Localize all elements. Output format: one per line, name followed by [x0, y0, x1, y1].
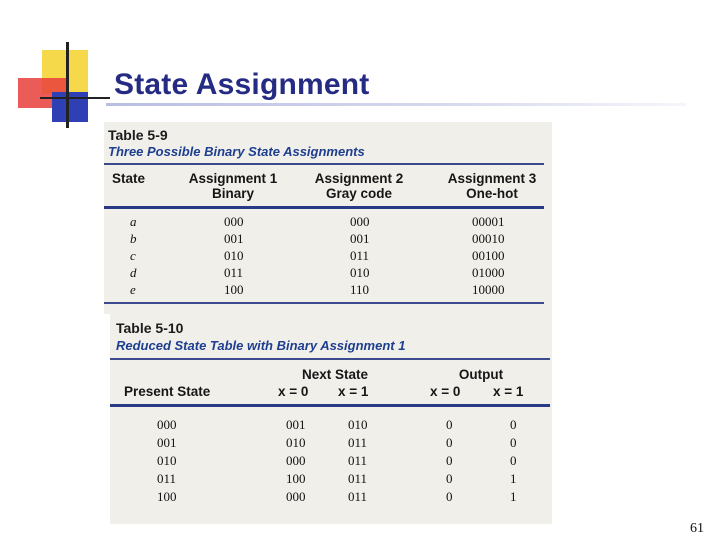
table-cell: 001 — [350, 231, 370, 246]
header-next-x1: x = 1 — [338, 384, 369, 399]
table-cell: 0 — [446, 453, 453, 468]
table-cell: 0 — [510, 435, 517, 450]
table-cell: 010 — [348, 417, 368, 432]
table-cell: b — [130, 231, 137, 246]
table-5-10-image — [110, 314, 552, 524]
table-cell: 010 — [350, 265, 370, 280]
table-cell: 001 — [224, 231, 244, 246]
table-cell: 01000 — [472, 265, 505, 280]
header-next-state: Next State — [301, 367, 369, 382]
caption-rule — [104, 163, 544, 165]
header-state: State — [112, 171, 146, 186]
table-cell: 010 — [286, 435, 306, 450]
header-next-x0: x = 0 — [278, 384, 309, 399]
table-cell: 011 — [224, 265, 244, 280]
table-cell: 010 — [157, 453, 177, 468]
table-cell: 0 — [446, 489, 453, 504]
slide-title: State Assignment — [114, 68, 370, 101]
table-cell: 000 — [286, 489, 306, 504]
table-cell: 10000 — [472, 282, 505, 297]
table-5-9-image — [104, 122, 552, 314]
table-cell: e — [130, 282, 136, 297]
table-cell: 010 — [224, 248, 244, 263]
table-cell: 0 — [446, 471, 453, 486]
slide-logo — [0, 0, 110, 130]
table-cell: 0 — [446, 435, 453, 450]
table-cell: 000 — [157, 417, 177, 432]
table-cell: 100 — [157, 489, 177, 504]
header-output: Output — [458, 367, 504, 382]
header-present-state: Present State — [124, 384, 211, 399]
logo-vertical-line — [66, 42, 69, 128]
table-cell: 0 — [446, 417, 453, 432]
logo-horizontal-line — [40, 97, 110, 99]
table-cell: 00100 — [472, 248, 505, 263]
table-cell: 011 — [350, 248, 370, 263]
table-cell: 000 — [224, 214, 244, 229]
header-rule — [110, 404, 550, 407]
table-cell: 00001 — [472, 214, 505, 229]
table-cell: 1 — [510, 489, 517, 504]
table-caption: Three Possible Binary State Assignments — [108, 144, 365, 159]
table-cell: 0 — [510, 417, 517, 432]
table-cell: 100 — [286, 471, 306, 486]
header-assignment-3: Assignment 3 One-hot — [447, 171, 537, 201]
header-output-x1: x = 1 — [493, 384, 524, 399]
header-assignment-2: Assignment 2 Gray code — [314, 171, 404, 201]
table-cell: 001 — [286, 417, 306, 432]
table-caption: Reduced State Table with Binary Assignment 1 — [116, 338, 406, 353]
table-cell: 100 — [224, 282, 244, 297]
table-bottom-rule — [104, 302, 544, 304]
table-cell: 011 — [157, 471, 177, 486]
caption-rule — [110, 358, 550, 360]
table-label: Table 5-9 — [108, 127, 168, 143]
table-cell: 000 — [350, 214, 370, 229]
table-cell: 011 — [348, 489, 368, 504]
table-cell: 011 — [348, 435, 368, 450]
header-assignment-1: Assignment 1 Binary — [188, 171, 278, 201]
table-cell: 011 — [348, 471, 368, 486]
table-cell: c — [130, 248, 136, 263]
table-cell: 001 — [157, 435, 177, 450]
table-cell: 000 — [286, 453, 306, 468]
table-cell: 0 — [510, 453, 517, 468]
header-rule — [104, 206, 544, 209]
table-cell: 1 — [510, 471, 517, 486]
table-cell: 110 — [350, 282, 370, 297]
page-number: 61 — [690, 521, 704, 536]
table-label: Table 5-10 — [116, 320, 184, 336]
table-cell: a — [130, 214, 137, 229]
table-cell: 00010 — [472, 231, 505, 246]
header-output-x0: x = 0 — [430, 384, 461, 399]
title-underline — [106, 103, 686, 106]
table-cell: 011 — [348, 453, 368, 468]
table-cell: d — [130, 265, 137, 280]
